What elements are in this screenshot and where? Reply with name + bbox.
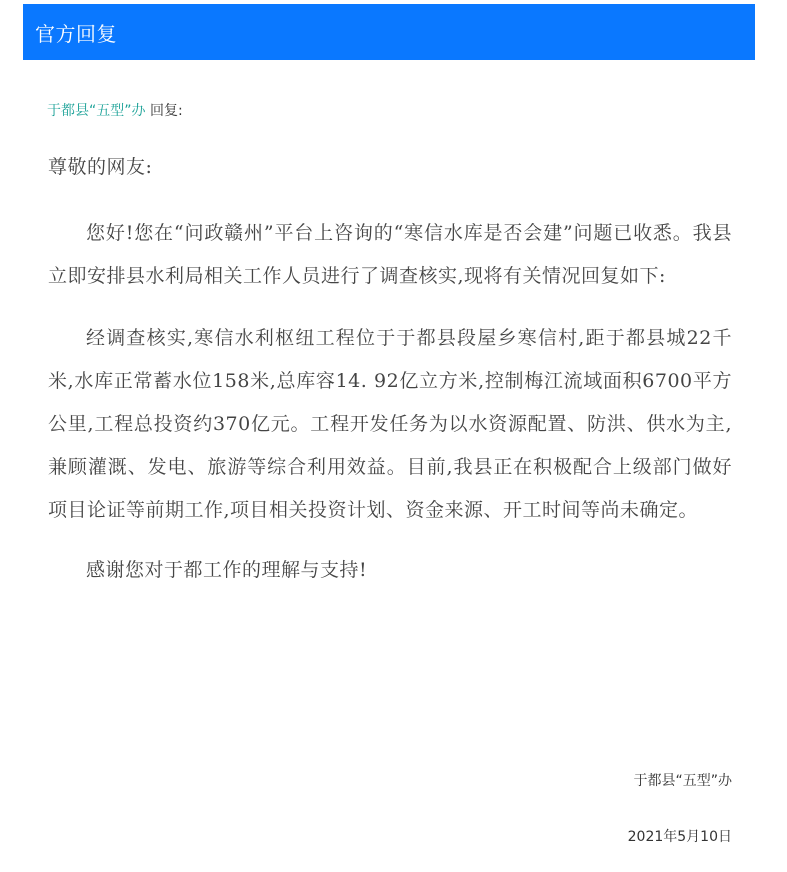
signature-date: 2021年5月10日: [627, 829, 732, 845]
reply-letter-body: [48, 152, 732, 592]
reply-suffix: 回复:: [145, 103, 183, 119]
paragraph-acknowledgement: 您好!您在“问政赣州”平台上咨询的“寒信水库是否会建”问题已收悉。我县立即安排县水利局相关工作人员进行了调查核实,现将有关情况回复如下:: [48, 222, 732, 287]
paragraph-thanks: 感谢您对于都工作的理解与支持!: [86, 559, 368, 581]
reply-org-name: 于都县“五型”办: [47, 103, 146, 119]
reply-attribution: [47, 101, 183, 121]
paragraph-findings: 经调查核实,寒信水利枢纽工程位于于都县段屋乡寒信村,距于都县城22千米,水库正常蓄水位158米,总库容14. 92亿立方米,控制梅江流域面积6700平方公里,工程总投资约370亿元。工程开发任务为以水资源配置、防洪、供水为主,兼顾灌溉、发电、旅游等综合利用效益。目前,我县正在积极配合上级部门做好项目论证等前期工作,项目相关投资计划、资金来源、开工时间等尚未确定。: [48, 327, 732, 521]
salutation: 尊敬的网友:: [48, 156, 153, 178]
header-title: 官方回复: [35, 21, 117, 46]
signature-org: 于都县“五型”办: [633, 773, 732, 789]
reply-header-bar: [23, 4, 755, 60]
